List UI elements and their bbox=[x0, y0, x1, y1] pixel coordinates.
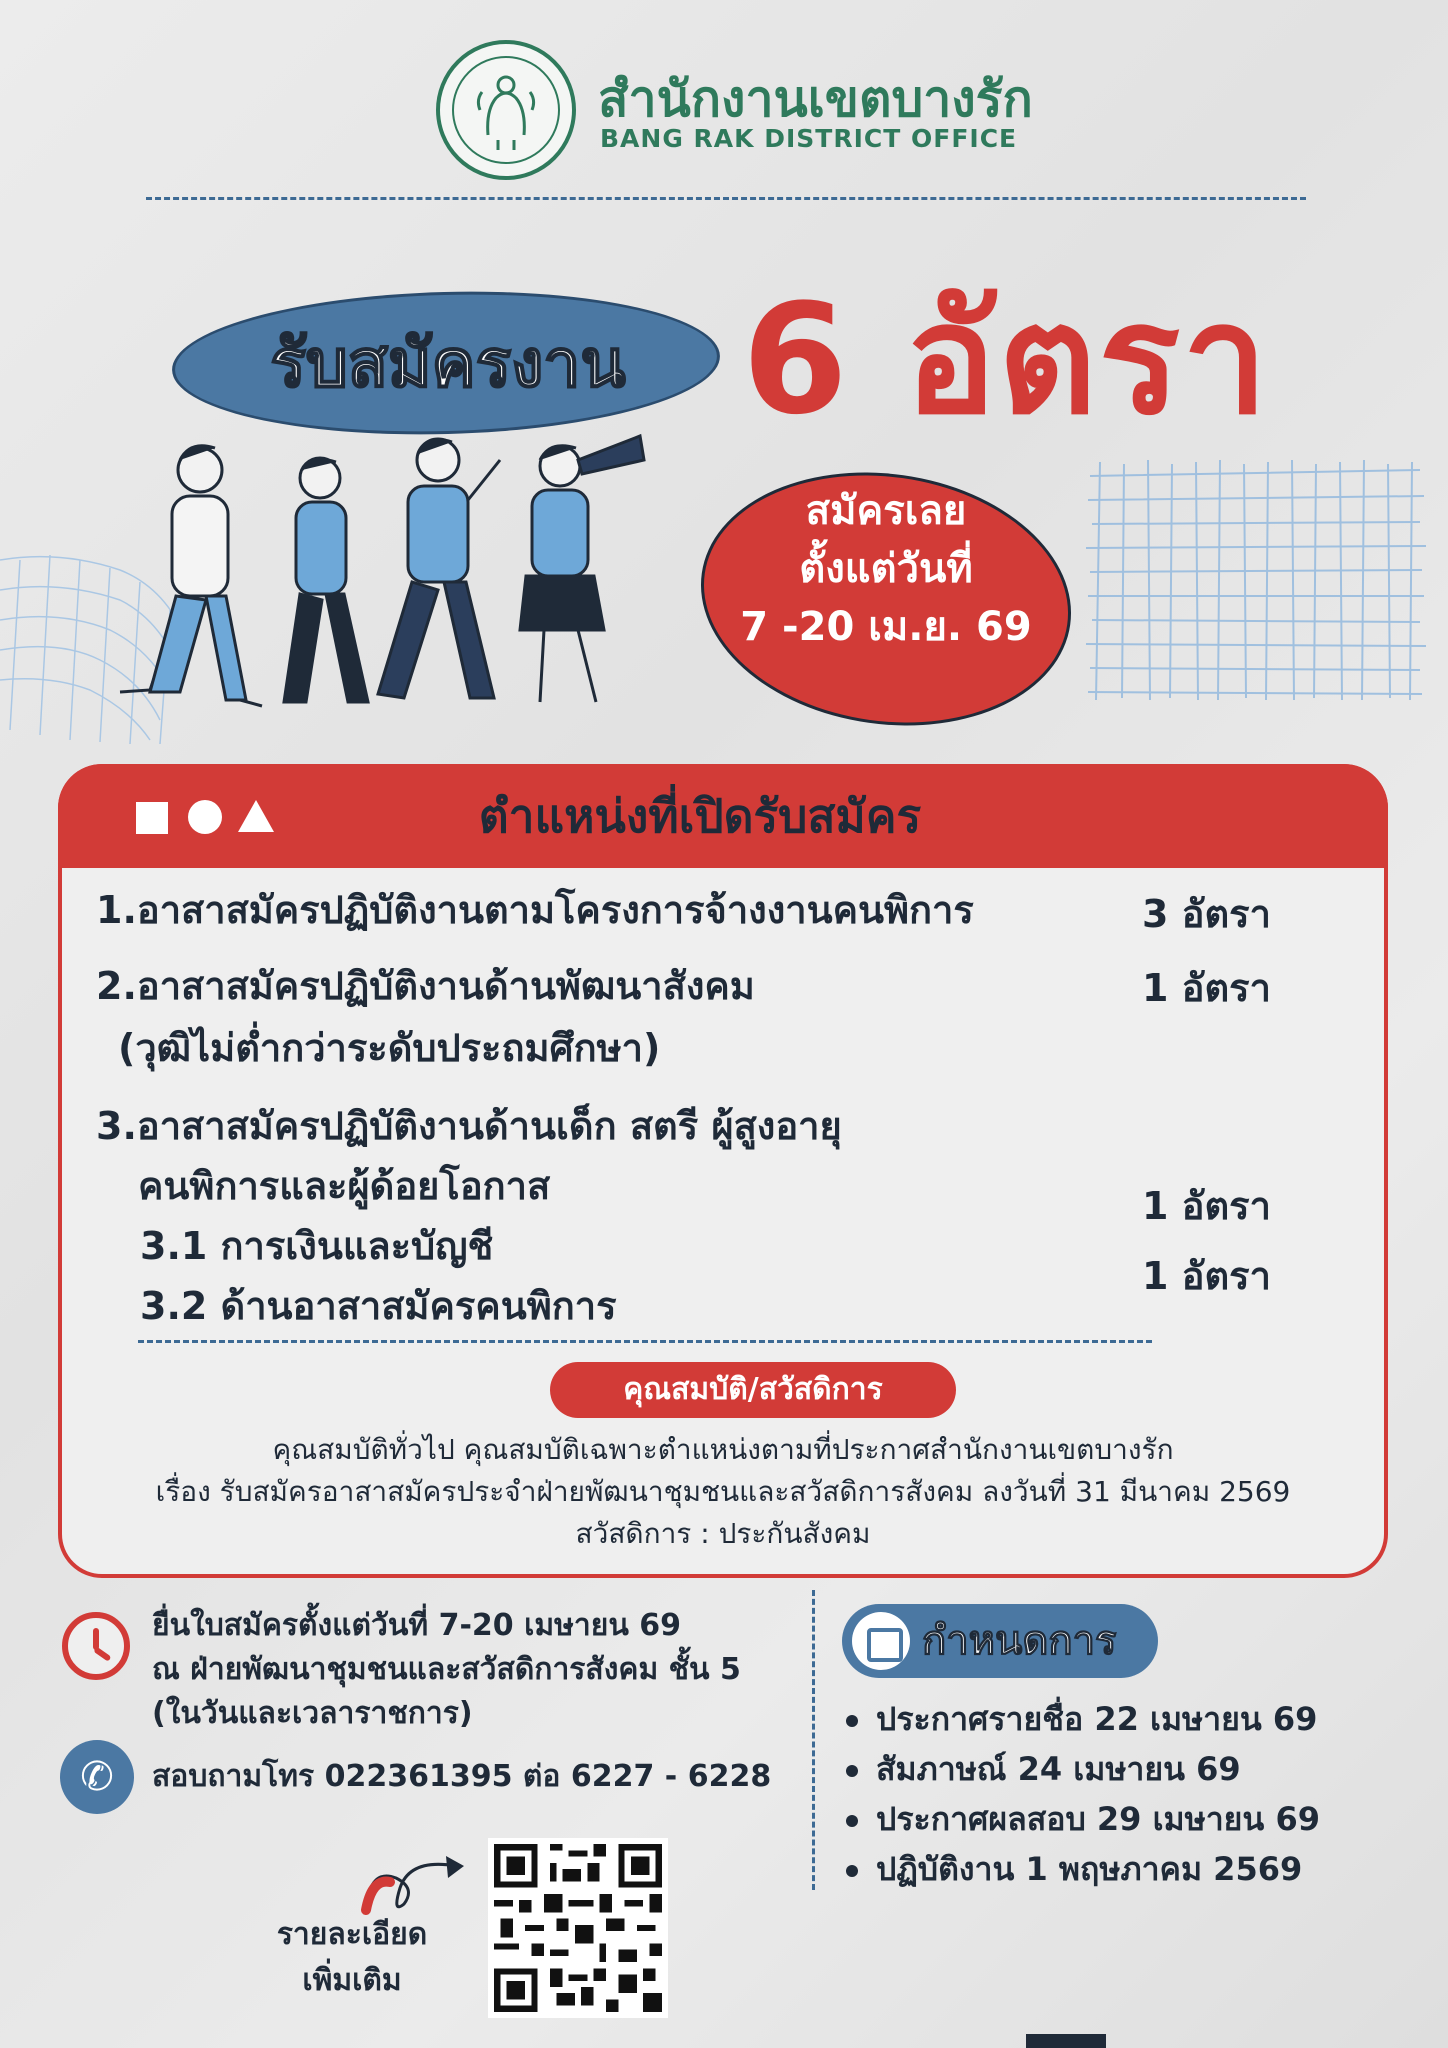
qualifications-line-2: เรื่อง รับสมัครอาสาสมัครประจำฝ่ายพัฒนาชุมชนและสวัสดิการสังคม ลงวันที่ 31 มีนาคม 2569 bbox=[155, 1475, 1291, 1508]
org-name-english: BANG RAK DISTRICT OFFICE bbox=[600, 124, 1018, 153]
square-shape-icon bbox=[136, 802, 168, 834]
clock-icon bbox=[62, 1612, 130, 1680]
position-item-3-2-count: 1 อัตรา bbox=[1142, 1254, 1271, 1298]
position-item-3-2: 3.2 ด้านอาสาสมัครคนพิการ bbox=[140, 1284, 617, 1328]
position-item-1: 1.อาสาสมัครปฏิบัติงานตามโครงการจ้างงานคนพิการ bbox=[96, 888, 974, 932]
position-item-3-note: คนพิการและผู้ด้อยโอกาส bbox=[138, 1164, 551, 1208]
district-seal-logo bbox=[436, 40, 576, 180]
positions-title: ตำแหน่งที่เปิดรับสมัคร bbox=[478, 789, 922, 843]
schedule-title: กำหนดการ bbox=[922, 1618, 1117, 1664]
calendar-icon bbox=[852, 1612, 910, 1670]
schedule-item-2: สัมภาษณ์ 24 เมษายน 69 bbox=[846, 1746, 1241, 1792]
schedule-item-3: ประกาศผลสอบ 29 เมษายน 69 bbox=[846, 1796, 1320, 1842]
more-line-2: เพิ่มเติม bbox=[302, 1963, 402, 1998]
apply-line-2: ตั้งแต่วันที่ bbox=[799, 546, 973, 592]
grid-scribble-decoration bbox=[1080, 456, 1432, 704]
schedule-item-1: ประกาศรายชื่อ 22 เมษายน 69 bbox=[846, 1696, 1317, 1742]
position-item-2: 2.อาสาสมัครปฏิบัติงานด้านพัฒนาสังคม bbox=[96, 964, 755, 1008]
hero-position-count: 6 อัตรา bbox=[742, 271, 1270, 448]
bullet-icon bbox=[846, 1815, 858, 1827]
position-item-3-1-count: 1 อัตรา bbox=[1142, 1184, 1271, 1228]
more-details-text bbox=[252, 1912, 452, 2004]
position-item-3: 3.อาสาสมัครปฏิบัติงานด้านเด็ก สตรี ผู้สูงอายุ bbox=[96, 1104, 842, 1148]
header-divider bbox=[146, 197, 1306, 200]
org-name-thai: สำนักงานเขตบางรัก bbox=[598, 70, 1033, 128]
circle-shape-icon bbox=[188, 800, 222, 834]
apply-now-text bbox=[716, 482, 1056, 656]
submit-line-1: ยื่นใบสมัครตั้งแต่วันที่ 7-20 เมษายน 69 bbox=[152, 1608, 682, 1643]
qualifications-line-1: คุณสมบัติทั่วไป คุณสมบัติเฉพาะตำแหน่งตามที่ประกาศสำนักงานเขตบางรัก bbox=[272, 1433, 1174, 1466]
qualifications-line-3: สวัสดิการ : ประกันสังคม bbox=[575, 1517, 871, 1550]
people-walking-illustration bbox=[0, 430, 720, 750]
corner-bar-decoration bbox=[1026, 2034, 1106, 2048]
bullet-icon bbox=[846, 1865, 858, 1877]
schedule-item-4: ปฏิบัติงาน 1 พฤษภาคม 2569 bbox=[846, 1846, 1302, 1892]
more-line-1: รายละเอียด bbox=[276, 1917, 428, 1952]
position-item-1-count: 3 อัตรา bbox=[1142, 892, 1271, 936]
submit-line-3: (ในวันและเวลาราชการ) bbox=[152, 1696, 473, 1731]
position-item-3-1: 3.1 การเงินและบัญชี bbox=[140, 1224, 494, 1268]
qr-code[interactable] bbox=[488, 1838, 668, 2018]
apply-line-3: 7 -20 เม.ย. 69 bbox=[740, 604, 1032, 650]
qualifications-pill: คุณสมบัติ/สวัสดิการ bbox=[550, 1362, 956, 1418]
position-item-2-note: (วุฒิไม่ต่ำกว่าระดับประถมศึกษา) bbox=[118, 1026, 661, 1070]
curly-arrow-icon bbox=[360, 1848, 480, 1918]
apply-line-1: สมัครเลย bbox=[805, 488, 967, 534]
positions-divider bbox=[138, 1340, 1152, 1343]
hero-recruiting-text: รับสมัครงาน bbox=[270, 325, 626, 402]
triangle-shape-icon bbox=[238, 800, 274, 832]
phone-icon: ✆ bbox=[60, 1740, 134, 1814]
submit-line-2: ณ ฝ่ายพัฒนาชุมชนและสวัสดิการสังคม ชั้น 5 bbox=[152, 1652, 741, 1687]
bullet-icon bbox=[846, 1765, 858, 1777]
position-item-2-count: 1 อัตรา bbox=[1142, 966, 1271, 1010]
bullet-icon bbox=[846, 1715, 858, 1727]
section-separator bbox=[812, 1590, 815, 1890]
phone-contact: สอบถามโทร 022361395 ต่อ 6227 - 6228 bbox=[152, 1759, 772, 1794]
